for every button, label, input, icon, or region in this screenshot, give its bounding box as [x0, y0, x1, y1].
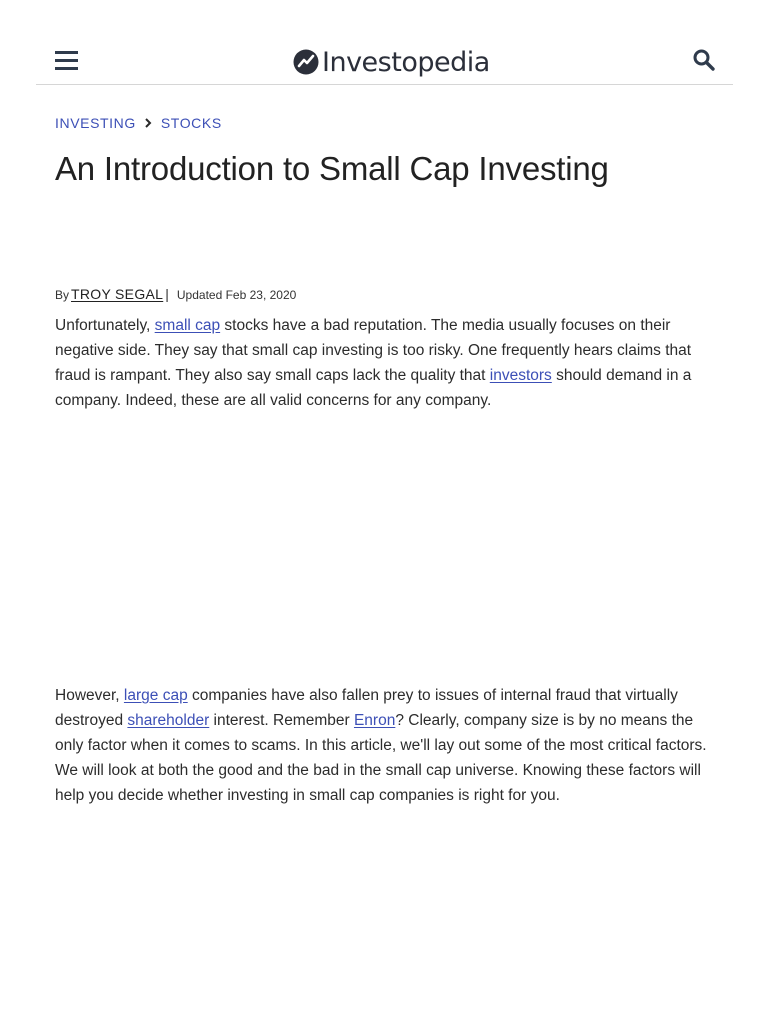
updated-date: Updated Feb 23, 2020	[176, 288, 297, 302]
paragraph-text: ? Clearly, company size is by no means the only factor when it comes to scams. In this article, we'll lay out some of the most critical factors. We will look at both the good and the bad in the small cap universe. Knowing these factors will help you decide whether investing in small cap companies is right for you.	[55, 712, 707, 804]
logo-text: Investopedia	[322, 46, 490, 78]
search-icon[interactable]	[692, 48, 716, 72]
chevron-right-icon	[143, 117, 153, 129]
link-investors[interactable]: investors	[489, 367, 552, 384]
page-title: An Introduction to Small Cap Investing	[55, 150, 609, 187]
paragraph-text: interest. Remember	[209, 712, 354, 729]
link-enron[interactable]: Enron	[353, 712, 396, 729]
article-paragraph	[55, 683, 715, 808]
article-paragraph	[55, 313, 715, 413]
investopedia-logo-icon	[293, 49, 319, 75]
link-small-cap[interactable]: small cap	[154, 317, 221, 334]
breadcrumb	[55, 115, 222, 131]
article-byline	[55, 286, 296, 302]
link-shareholder[interactable]: shareholder	[127, 712, 210, 729]
link-large-cap[interactable]: large cap	[123, 687, 188, 704]
site-logo[interactable]	[293, 44, 490, 80]
hamburger-menu-icon[interactable]	[55, 49, 78, 71]
byline-separator: |	[165, 286, 169, 302]
paragraph-text: Unfortunately,	[55, 317, 155, 334]
site-header	[36, 0, 733, 85]
paragraph-text: However,	[55, 687, 124, 704]
breadcrumb-item-stocks[interactable]: STOCKS	[160, 115, 222, 131]
byline-by-label: By	[55, 288, 70, 302]
paragraph-text: stocks have a bad reputation. The media usually focuses on their negative side. They say that small cap investing is too risky. One frequently hears claims that fraud is rampant. They also say small caps lack the quality that	[55, 317, 692, 384]
author-link[interactable]: TROY SEGAL	[71, 286, 164, 302]
breadcrumb-item-investing[interactable]: INVESTING	[55, 115, 136, 131]
paragraph-text: should demand in a company. Indeed, these are all valid concerns for any company.	[55, 367, 692, 409]
paragraph-text: companies have also fallen prey to issues of internal fraud that virtually destroyed	[55, 687, 678, 729]
